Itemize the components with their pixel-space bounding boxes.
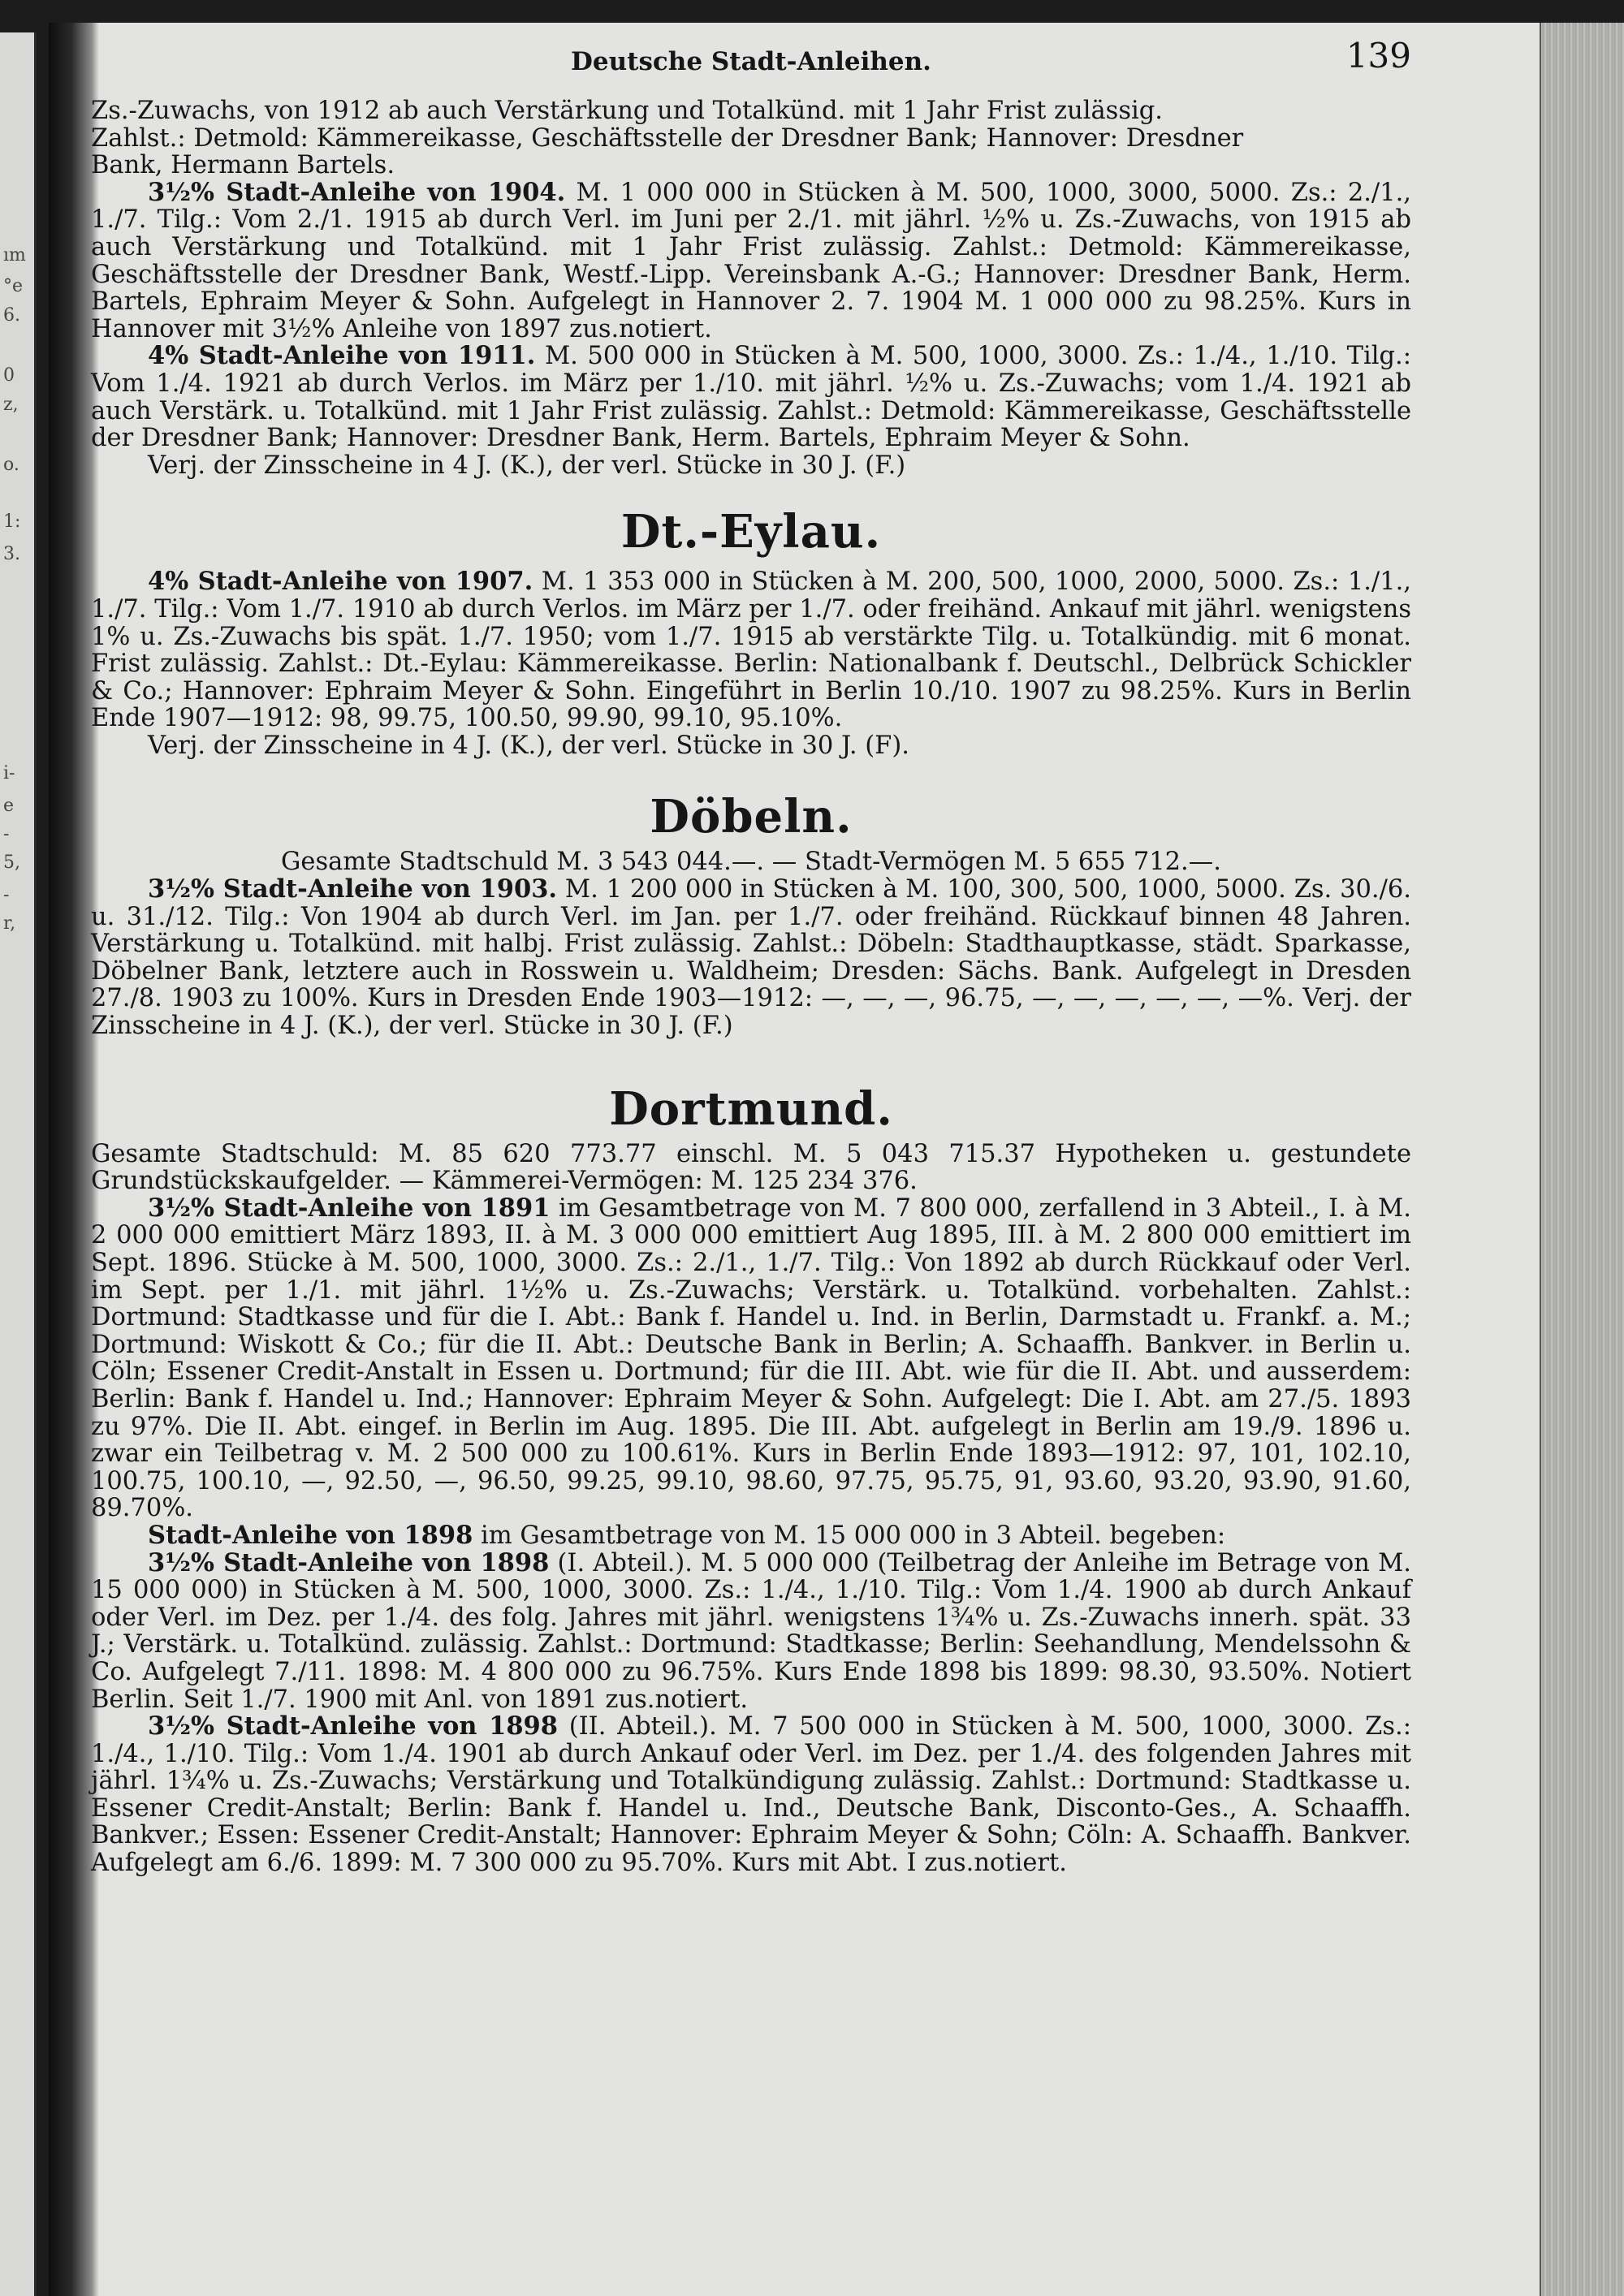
loan-text: im Gesamtbetrage von M. 15 000 000 in 3 Abteil. begeben: xyxy=(473,1521,1226,1550)
loan-entry-1898-intro xyxy=(91,1522,1411,1550)
loan-heading: 3½% Stadt-Anleihe von 1898 xyxy=(148,1547,550,1577)
loan-heading: Stadt-Anleihe von 1898 xyxy=(148,1520,473,1550)
loan-text: im Gesamtbetrage von M. 7 800 000, zerfallend in 3 Abteil., I. à M. 2 000 000 emittiert März 1893, II. à M. 3 000 000 emittiert Aug 1895, III. à M. 2 800 000 emittiert im Sept. 1896. Stücke à M. 500, 1000, 3000. Zs.: 2./1., 1./7. Tilg.: Von 1892 ab durch Rückkauf oder Verl. im Sept. per 1./1. mit jährl. 1½% u. Zs.-Zuwachs; Verstärk. u. Totalkünd. vorbehalten. Zahlst.: Dortmund: Stadtkasse und für die I. Abt.: Bank f. Handel u. Ind. in Berlin, Darmstadt u. Frankf. a. M.; Dortmund: Wiskott & Co.; für die II. Abt.: Deutsche Bank in Berlin; A. Schaaffh. Bankver. in Berlin u. Cöln; Essener Credit-Anstalt in Essen u. Dortmund; für die III. Abt. wie für die II. Abt. und ausserdem: Berlin: Bank f. Handel u. Ind.; Hannover: Ephraim Meyer & Sohn. Aufgelegt: Die I. Abt. am 27./5. 1893 zu 97%. Die II. Abt. eingef. in Berlin im Aug. 1895. Die III. Abt. aufgelegt in Berlin am 19./9. 1896 u. zwar ein Teilbetrag v. M. 2 500 000 zu 100.61%. Kurs in Berlin Ende 1893—1912: 97, 101, 102.10, 100.75, 100.10, —, 92.50, —, 96.50, 99.25, 99.10, 98.60, 97.75, 95.75, 91, 93.60, 93.20, 93.90, 91.60, 89.70%. xyxy=(91,1193,1411,1523)
city-heading-doebeln: Döbeln. xyxy=(650,790,853,844)
loan-heading: 3½% Stadt-Anleihe von 1898 xyxy=(148,1711,558,1741)
prev-page-fragment: e xyxy=(3,796,15,816)
prev-page-fragment: o. xyxy=(3,455,19,475)
prev-page-fragment: z, xyxy=(3,395,19,415)
loan-entry-1891 xyxy=(91,1195,1411,1522)
dortmund-section xyxy=(91,1141,1411,1877)
loan-text: M. 500 000 in Stücken à M. 500, 1000, 3000. Zs.: 1./4., 1./10. Tilg.: Vom 1./4. 1921 ab durch Verlos. im März per 1./10. mit jährl. ½% u. Zs.-Zuwachs; vom 1./4. 1921 ab auch Verstärk. u. Totalkünd. mit 1 Jahr Frist zulässig. Zahlst.: Detmold: Kämmereikasse, Geschäftsstelle der Dresdner Bank; Hannover: Dresdner Bank, Herm. Bartels, Ephraim Meyer & Sohn. xyxy=(91,342,1411,453)
loan-text: M. 1 200 000 in Stücken à M. 100, 300, 500, 1000, 5000. Zs. 30./6. u. 31./12. Tilg.: Von 1904 ab durch Verl. im Jan. per 1./7. oder freihänd. Rückkauf binnen 48 Jahren. Verstärkung u. Totalkünd. mit halbj. Frist zulässig. Zahlst.: Döbeln: Stadthauptkasse, städt. Sparkasse, Döbelner Bank, letztere auch in Rosswein u. Waldheim; Dresden: Sächs. Bank. Aufgelegt in Dresden 27./8. 1903 zu 100%. Kurs in Dresden Ende 1903—1912: —, —, —, 96.75, —, —, —, —, —, —%. Verj. der Zinsscheine in 4 J. (K.), der verl. Stücke in 30 J. (F.) xyxy=(91,875,1411,1041)
page-stack-edge xyxy=(1540,23,1624,2296)
loan-entry-1904 xyxy=(91,179,1411,343)
debt-summary: Gesamte Stadtschuld: M. 85 620 773.77 einschl. M. 5 043 715.37 Hypotheken u. gestundete Grundstückskaufgelder. — Kämmerei-Vermögen: M. 125 234 376. xyxy=(91,1139,1411,1196)
city-heading-dt-eylau: Dt.-Eylau. xyxy=(620,505,882,559)
loan-text: M. 1 000 000 in Stücken à M. 500, 1000, 3000, 5000. Zs.: 2./1., 1./7. Tilg.: Vom 2./1. 1915 ab durch Verl. im Juni per 2./1. mit jährl. ½% u. Zs.-Zuwachs, von 1915 ab auch Verstärkung und Totalkünd. mit 1 Jahr Frist zulässig. Zahlst.: Detmold: Kämmereikasse, Geschäftsstelle der Dresdner Bank, Westf.-Lipp. Vereinsbank A.-G.; Hannover: Dresdner Bank, Herm. Bartels, Ephraim Meyer & Sohn. Aufgelegt in Hannover 2. 7. 1904 M. 1 000 000 zu 98.25%. Kurs in Hannover mit 3½% Anleihe von 1897 zus.notiert. xyxy=(91,178,1411,343)
verjaehrung-note: Verj. der Zinsscheine in 4 J. (K.), der verl. Stücke in 30 J. (F.) xyxy=(148,451,906,480)
prev-page-fragment: 3. xyxy=(3,544,20,564)
prev-page-fragment: 6. xyxy=(3,305,20,326)
text-line: Bank, Hermann Bartels. xyxy=(91,151,395,180)
prev-page-fragment: 1: xyxy=(3,511,21,532)
running-head-title: Deutsche Stadt-Anleihen. xyxy=(571,47,931,76)
loan-heading: 3½% Stadt-Anleihe von 1903. xyxy=(148,874,558,904)
page-number: 139 xyxy=(1345,36,1411,76)
detmold-continuation xyxy=(91,97,1411,479)
doebeln-section xyxy=(91,848,1411,1039)
running-head xyxy=(91,36,1411,97)
debt-summary: Gesamte Stadtschuld M. 3 543 044.—. — Stadt-Vermögen M. 5 655 712.—. xyxy=(281,848,1221,877)
prev-page-fragment: r, xyxy=(3,913,16,934)
prev-page-fragment: ım xyxy=(3,245,26,265)
loan-heading: 4% Stadt-Anleihe von 1907. xyxy=(148,567,533,597)
loan-text: M. 1 353 000 in Stücken à M. 200, 500, 1000, 2000, 5000. Zs.: 1./1., 1./7. Tilg.: Vom 1./7. 1910 ab durch Verlos. im März per 1./7. oder freihänd. Ankauf mit jährl. wenigstens 1% u. Zs.-Zuwachs bis spät. 1./7. 1950; vom 1./7. 1915 ab verstärkte Tilg. u. Totalkündig. mit 6 monat. Frist zulässig. Zahlst.: Dt.-Eylau: Kämmereikasse. Berlin: Nationalbank f. Deutschl., Delbrück Schickler & Co.; Hannover: Ephraim Meyer & Sohn. Eingeführt in Berlin 10./10. 1907 zu 98.25%. Kurs in Berlin Ende 1907—1912: 98, 99.75, 100.50, 99.90, 99.10, 95.10%. xyxy=(91,568,1411,733)
prev-page-fragment: - xyxy=(3,824,10,844)
dt-eylau-section xyxy=(91,568,1411,759)
prev-page-fragment: °e xyxy=(3,276,24,296)
previous-page-edge xyxy=(0,32,37,2296)
prev-page-fragment: 5, xyxy=(3,852,20,873)
loan-entry-1903 xyxy=(91,876,1411,1040)
text-line: Zahlst.: Detmold: Kämmereikasse, Geschäftsstelle der Dresdner Bank; Hannover: Dresdner xyxy=(91,123,1244,153)
loan-entry-1898-abt1 xyxy=(91,1547,1411,1714)
city-heading-dortmund: Dortmund. xyxy=(609,1081,893,1136)
page-content xyxy=(91,36,1411,1878)
loan-entry-1911 xyxy=(91,343,1411,451)
loan-text: (II. Abteil.). M. 7 500 000 in Stücken à M. 500, 1000, 3000. Zs.: 1./4., 1./10. Tilg.: Vom 1./4. 1901 ab durch Ankauf oder Verl. im Dez. per 1./4. des folgenden Jahres mit jährl. 1¾% u. Zs.-Zuwachs; Verstärkung und Totalkündigung zulässig. Zahlst.: Dortmund: Stadtkasse u. Essener Credit-Anstalt; Berlin: Bank f. Handel u. Ind., Deutsche Bank, Disconto-Ges., A. Schaaffh. Bankver.; Essen: Essener Credit-Anstalt; Hannover: Ephraim Meyer & Sohn; Cöln: A. Schaaffh. Bankver. Aufgelegt am 6./6. 1899: M. 7 300 000 zu 95.70%. Kurs mit Abt. I zus.notiert. xyxy=(91,1712,1411,1878)
loan-entry-1898-abt2 xyxy=(91,1713,1411,1877)
loan-heading: 3½% Stadt-Anleihe von 1904. xyxy=(148,177,566,207)
loan-text: (I. Abteil.). M. 5 000 000 (Teilbetrag der Anleihe im Betrage von M. 15 000 000) in Stücken à M. 500, 1000, 3000. Zs.: 1./4., 1./10. Tilg.: Vom 1./4. 1900 ab durch Ankauf oder Verl. im Dez. per 1./4. des folg. Jahres mit jährl. wenigstens 1¾% u. Zs.-Zuwachs innerh. spät. 33 J.; Verstärk. u. Totalkünd. zulässig. Zahlst.: Dortmund: Stadtkasse; Berlin: Seehandlung, Mendelssohn & Co. Aufgelegt 7./11. 1898: M. 4 800 000 zu 96.75%. Kurs Ende 1898 bis 1899: 98.30, 93.50%. Notiert Berlin. Seit 1./7. 1900 mit Anl. von 1891 zus.notiert. xyxy=(91,1548,1411,1714)
prev-page-fragment: i- xyxy=(3,763,15,783)
loan-heading: 3½% Stadt-Anleihe von 1891 xyxy=(148,1193,551,1223)
loan-heading: 4% Stadt-Anleihe von 1911. xyxy=(148,341,536,371)
loan-entry-1907 xyxy=(91,568,1411,732)
verjaehrung-note: Verj. der Zinsscheine in 4 J. (K.), der verl. Stücke in 30 J. (F). xyxy=(148,731,909,760)
text-line: Zs.-Zuwachs, von 1912 ab auch Verstärkung und Totalkünd. mit 1 Jahr Frist zulässig. xyxy=(91,97,1163,125)
prev-page-fragment: - xyxy=(3,885,10,905)
prev-page-fragment: 0 xyxy=(3,365,15,386)
